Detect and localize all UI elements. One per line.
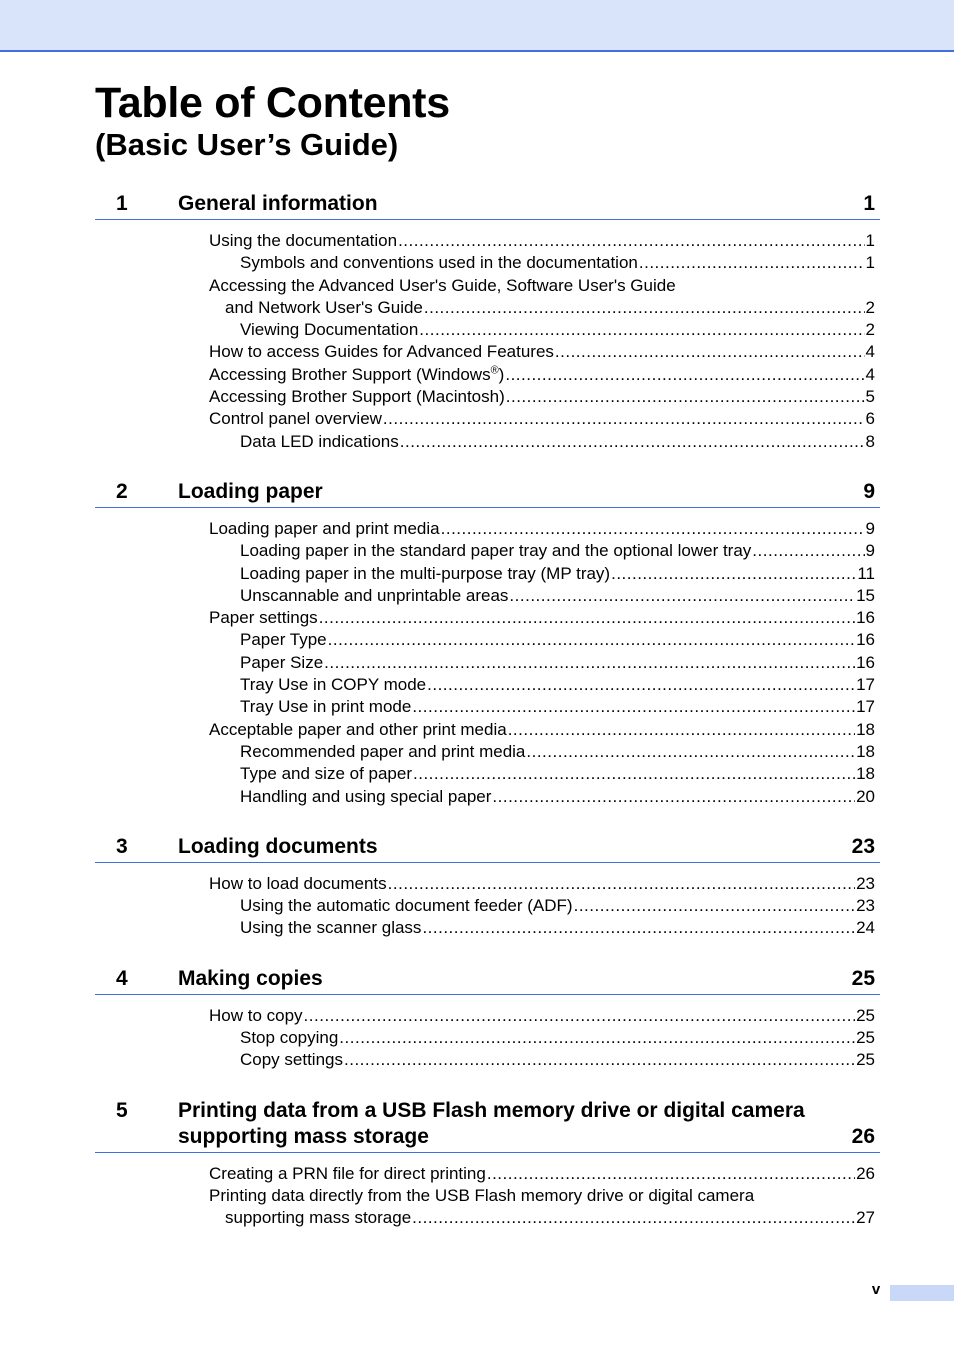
toc-entry-title: Data LED indications [240,431,399,451]
chapter-page: 26 [851,1124,875,1148]
chapter-page: 25 [851,966,875,990]
chapter-heading[interactable] [95,479,880,508]
chapter-2 [95,479,880,808]
chapter-heading[interactable] [95,966,880,995]
toc-entry[interactable] [95,895,880,917]
toc-entry-title: Stop copying [240,1028,339,1048]
toc-entry-page: 9 [865,518,875,538]
toc-entry[interactable] [95,1207,880,1229]
toc-entry-page: 8 [865,431,875,451]
toc-entry-title: Paper settings [209,608,318,628]
toc-entry[interactable] [95,763,880,785]
toc-entry-title: Tray Use in COPY mode [240,675,427,695]
toc-entry[interactable] [95,696,880,718]
chapter-heading[interactable] [95,834,880,863]
toc-entry-page: 4 [865,364,875,384]
toc-entry[interactable] [95,652,880,674]
chapter-heading[interactable] [95,1098,880,1153]
toc-entry-title: Printing data directly from the USB Flash memory drive or digital camera [209,1185,755,1205]
toc-entry-page: 4 [865,342,875,362]
toc-entry-title: Acceptable paper and other print media [209,719,507,739]
toc-entry-page: 2 [865,297,875,317]
toc-entry[interactable] [95,674,880,696]
toc-entry-title: and Network User's Guide [225,297,423,317]
toc-entry-page: 16 [856,652,875,672]
toc-entry-title: How to copy [209,1005,303,1025]
toc-entry-title: Control panel overview [209,409,382,429]
toc-entry-title-suffix: ) [498,364,505,384]
toc-entry-page: 18 [856,741,875,761]
toc-entry[interactable] [95,518,880,540]
toc-entry-title: Loading paper in the multi-purpose tray (MP tray) [240,563,611,583]
chapter-number: 2 [116,479,128,503]
chapter-1 [95,191,880,453]
header-band [0,0,954,52]
toc-entry[interactable] [95,319,880,341]
toc-entry[interactable] [95,1027,880,1049]
chapter-title: Making copies [178,966,323,990]
chapter-title: supporting mass storage [178,1124,429,1148]
toc-entry-page: 25 [856,1005,875,1025]
toc-entry-title: Creating a PRN file for direct printing [209,1163,486,1183]
toc-entry-page: 5 [865,387,875,407]
chapter-page: 23 [851,834,875,858]
toc-entry-page: 16 [856,608,875,628]
page-subtitle: (Basic User’s Guide) [95,127,399,162]
page-number: v [871,1281,881,1298]
toc-entry-page: 17 [856,697,875,717]
toc-entry-title: Accessing Brother Support (Windows [209,364,491,384]
chapter-5 [95,1098,880,1230]
toc-entry[interactable] [95,741,880,763]
toc-entry-page: 1 [865,253,875,273]
toc-entry-page: 6 [865,409,875,429]
toc-entry[interactable] [95,629,880,651]
toc-entry-title: How to access Guides for Advanced Features [209,342,554,362]
registered-mark: ® [490,364,499,377]
toc-entry[interactable] [95,786,880,808]
chapter-page: 9 [863,479,875,503]
toc-entry-page: 24 [856,918,875,938]
toc-entry-title: Paper Type [240,630,327,650]
toc-entry-title: Accessing the Advanced User's Guide, Software User's Guide [209,275,676,295]
toc-entry[interactable] [95,585,880,607]
toc-entry-title: Tray Use in print mode [240,697,412,717]
toc-entry[interactable] [95,607,880,629]
toc-entry-page: 27 [856,1208,875,1228]
toc-entry-page: 25 [856,1028,875,1048]
toc-entry-page: 15 [856,585,875,605]
footer-tab [890,1285,954,1301]
toc-entry-page: 18 [856,764,875,784]
toc-entry[interactable] [95,297,880,319]
toc-entry[interactable] [95,1049,880,1071]
toc-entry-page: 17 [856,675,875,695]
toc-entry-page: 25 [856,1050,875,1070]
toc-entry-page: 2 [865,320,875,340]
toc-entry-page: 1 [865,231,875,250]
chapter-title: Loading paper [178,479,323,503]
table-of-contents [95,191,880,1256]
toc-entry-page: 18 [856,719,875,739]
toc-entry-page: 11 [857,563,875,583]
toc-entry-page: 16 [856,630,875,650]
toc-entry-title: Paper Size [240,652,324,672]
toc-entry-page: 23 [856,896,875,916]
toc-entry[interactable] [95,230,880,252]
chapter-4 [95,966,880,1072]
toc-entry-page: 26 [856,1163,875,1183]
toc-entry-title: Using the documentation [209,231,398,250]
toc-entry[interactable] [95,364,880,386]
chapter-heading[interactable] [95,191,880,220]
chapter-number: 3 [116,834,128,858]
toc-entry-title: Viewing Documentation [240,320,419,340]
toc-entry-page: 23 [856,873,875,893]
chapter-title: Loading documents [178,834,378,858]
toc-entry[interactable] [95,540,880,562]
toc-entry-page: 9 [865,541,875,561]
toc-entry-title: Handling and using special paper [240,786,492,806]
chapter-number: 5 [116,1098,128,1122]
toc-entry[interactable] [95,873,880,895]
page-title: Table of Contents [95,79,450,127]
toc-entry[interactable] [95,563,880,585]
chapter-page: 1 [863,192,875,215]
toc-entry[interactable] [95,917,880,939]
toc-entry[interactable] [95,431,880,453]
toc-entry[interactable] [95,1163,880,1185]
toc-entry[interactable] [95,341,880,363]
toc-entry-line1[interactable] [95,1185,880,1207]
toc-entry[interactable] [95,252,880,274]
toc-entry-title: Using the scanner glass [240,918,422,938]
toc-entry-title: Recommended paper and print media [240,741,526,761]
toc-entry-title: Symbols and conventions used in the documentation [240,253,638,273]
toc-entry-title: Using the automatic document feeder (ADF) [240,896,573,916]
toc-entry-title: supporting mass storage [225,1208,412,1228]
chapter-3 [95,834,880,940]
chapter-number: 1 [116,192,128,215]
toc-entry-line1[interactable] [95,275,880,297]
toc-entry-title: Accessing Brother Support (Macintosh) [209,387,505,407]
toc-entry[interactable] [95,719,880,741]
chapter-title: General information [178,192,378,215]
toc-entry-title: Type and size of paper [240,764,413,784]
chapter-number: 4 [116,966,128,990]
chapter-title-line1: Printing data from a USB Flash memory drive or digital camera [178,1098,805,1122]
toc-entry-title: How to load documents [209,873,387,893]
toc-entry[interactable] [95,386,880,408]
toc-entry[interactable] [95,408,880,430]
toc-entry-title: Loading paper and print media [209,518,440,538]
toc-entry[interactable] [95,1005,880,1027]
toc-entry-title: Loading paper in the standard paper tray and the optional lower tray [240,541,752,561]
toc-entry-title: Unscannable and unprintable areas [240,585,509,605]
toc-entry-title: Copy settings [240,1050,343,1070]
toc-entry-page: 20 [856,786,875,806]
